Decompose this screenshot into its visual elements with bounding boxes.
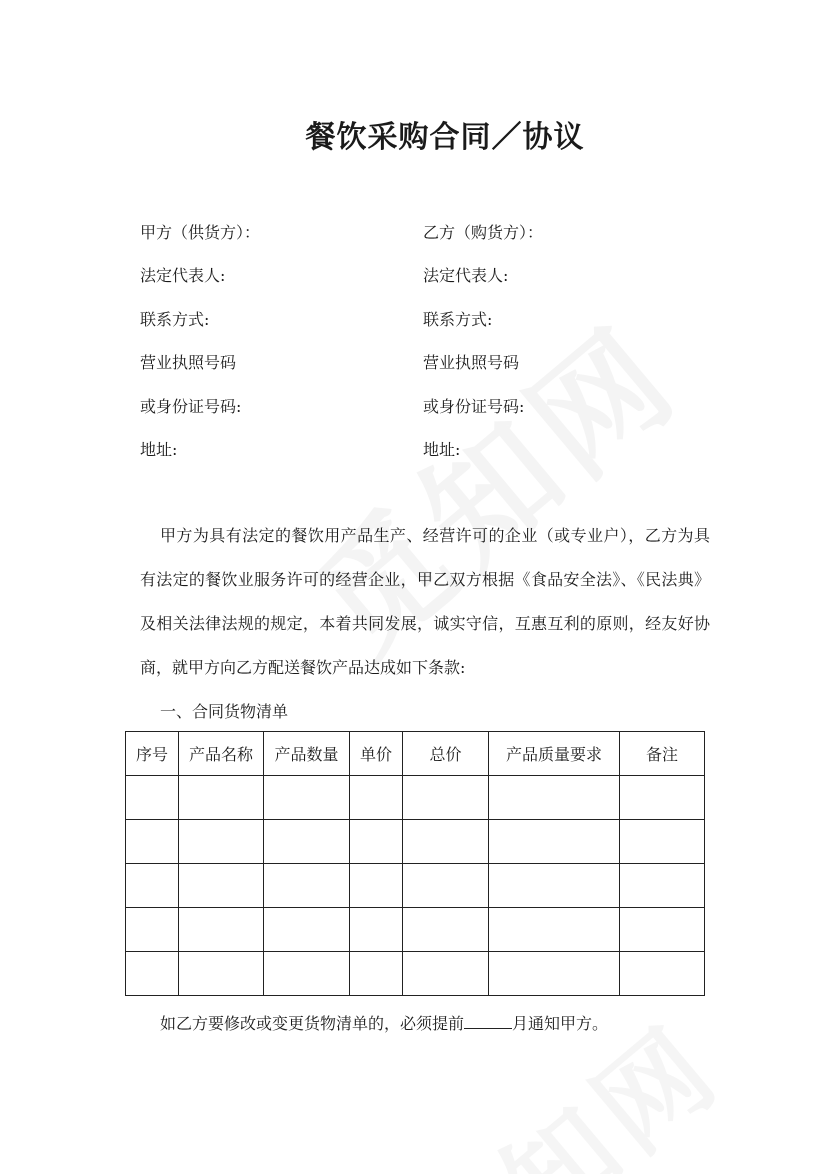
table-row: [126, 908, 705, 952]
party-b-id-label: 或身份证号码:: [423, 397, 525, 416]
column-header-product-name: 产品名称: [179, 732, 264, 776]
table-cell[interactable]: [620, 776, 705, 820]
party-a-id-label: 或身份证号码:: [140, 397, 242, 416]
table-header-row: [126, 732, 705, 776]
table-cell[interactable]: [403, 820, 489, 864]
goods-list-table: [125, 731, 705, 996]
table-cell[interactable]: [264, 776, 350, 820]
modification-notice: [160, 1012, 608, 1035]
column-header-quantity: 产品数量: [264, 732, 350, 776]
table-cell[interactable]: [179, 952, 264, 996]
table-cell[interactable]: [264, 908, 350, 952]
table-cell[interactable]: [620, 908, 705, 952]
party-b-license-label: 营业执照号码: [423, 353, 520, 372]
table-cell[interactable]: [489, 776, 620, 820]
table-cell[interactable]: [264, 864, 350, 908]
party-a-contact-label: 联系方式:: [140, 310, 210, 329]
table-cell[interactable]: [620, 864, 705, 908]
table-row: [126, 776, 705, 820]
party-a-license-label: 营业执照号码: [140, 353, 237, 372]
table-cell[interactable]: [179, 820, 264, 864]
table-cell[interactable]: [264, 952, 350, 996]
column-header-total-price: 总价: [403, 732, 489, 776]
table-row: [126, 952, 705, 996]
table-cell[interactable]: [403, 952, 489, 996]
table-row: [126, 864, 705, 908]
party-b-representative-label: 法定代表人:: [423, 266, 509, 285]
party-a-name-label: 甲方（供货方）：: [140, 223, 261, 242]
party-a-address-label: 地址:: [140, 440, 178, 459]
table-cell[interactable]: [489, 864, 620, 908]
table-cell[interactable]: [620, 820, 705, 864]
table-cell[interactable]: [489, 820, 620, 864]
section-heading-goods-list: 一、合同货物清单: [160, 702, 289, 721]
table-cell[interactable]: [350, 952, 403, 996]
party-b-contact-label: 联系方式:: [423, 310, 493, 329]
table-cell[interactable]: [403, 908, 489, 952]
column-header-quality-requirements: 产品质量要求: [489, 732, 620, 776]
table-cell[interactable]: [350, 864, 403, 908]
table-cell[interactable]: [350, 776, 403, 820]
column-header-remarks: 备注: [620, 732, 705, 776]
document-title: 餐饮采购合同／协议: [305, 120, 585, 155]
table-cell[interactable]: [126, 864, 179, 908]
party-b-name-label: 乙方（购货方）：: [423, 223, 544, 242]
column-header-index: 序号: [126, 732, 179, 776]
preamble-paragraph: 甲方为具有法定的餐饮用产品生产、经营许可的企业（或专业户），乙方为具有法定的餐饮业服务许可的经营企业，甲乙双方根据《食品安全法》、《民法典》及相关法律法规的规定，本着共同发展，诚实守信，互惠互利的原则，经友好协商，就甲方向乙方配送餐饮产品达成如下条款:: [140, 526, 710, 677]
column-header-unit-price: 单价: [350, 732, 403, 776]
table-cell[interactable]: [126, 776, 179, 820]
table-row: [126, 820, 705, 864]
table-cell[interactable]: [620, 952, 705, 996]
table-cell[interactable]: [126, 952, 179, 996]
table-cell[interactable]: [350, 820, 403, 864]
table-cell[interactable]: [403, 776, 489, 820]
party-b-address-label: 地址:: [423, 440, 461, 459]
table-cell[interactable]: [264, 820, 350, 864]
party-a-representative-label: 法定代表人:: [140, 266, 226, 285]
table-cell[interactable]: [179, 864, 264, 908]
table-cell[interactable]: [179, 776, 264, 820]
notice-text-before: 如乙方要修改或变更货物清单的，必须提前: [160, 1014, 465, 1033]
table-cell[interactable]: [126, 820, 179, 864]
months-blank-field[interactable]: [464, 1012, 512, 1029]
notice-text-after: 月通知甲方。: [512, 1014, 609, 1033]
table-cell[interactable]: [350, 908, 403, 952]
table-cell[interactable]: [489, 908, 620, 952]
table-cell[interactable]: [179, 908, 264, 952]
table-cell[interactable]: [126, 908, 179, 952]
table-cell[interactable]: [489, 952, 620, 996]
table-cell[interactable]: [403, 864, 489, 908]
